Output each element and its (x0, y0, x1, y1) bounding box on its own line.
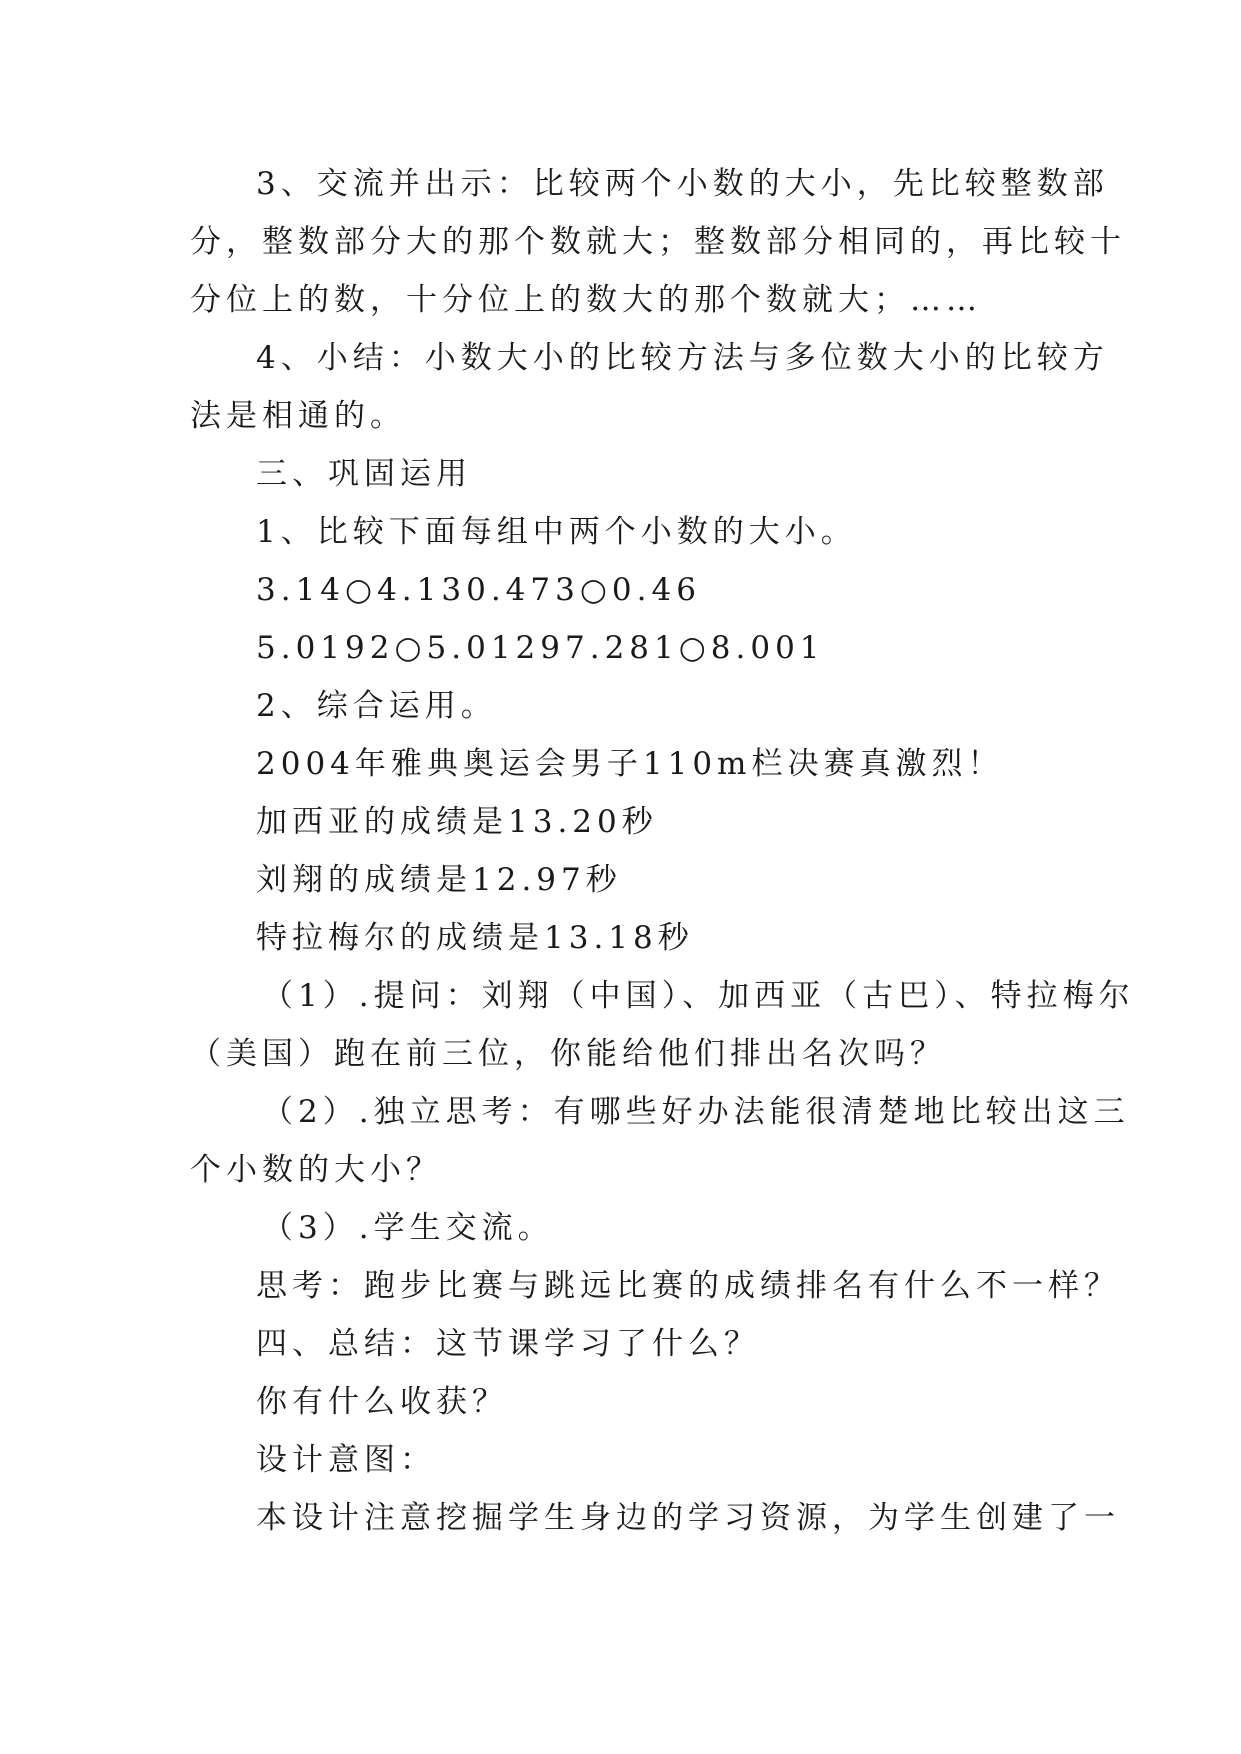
paragraph-line: 本设计注意挖掘学生身边的学习资源，为学生创建了一 (256, 1500, 1120, 1536)
paragraph-line: 分，整数部分大的那个数就大；整数部分相同的，再比较十 (190, 224, 1126, 260)
paragraph-line: 4、小结：小数大小的比较方法与多位数大小的比较方 (256, 340, 1109, 376)
section-heading: 三、巩固运用 (256, 456, 472, 492)
paragraph-line: 3、交流并出示：比较两个小数的大小，先比较整数部 (256, 166, 1109, 202)
paragraph-line: （1）.提问：刘翔（中国）、加西亚（古巴）、特拉梅尔 (262, 978, 1135, 1014)
paragraph-line: 刘翔的成绩是12.97秒 (256, 862, 622, 898)
paragraph-line: 思考：跑步比赛与跳远比赛的成绩排名有什么不一样？ (256, 1268, 1120, 1304)
section-heading: 四、总结：这节课学习了什么？ (256, 1326, 760, 1362)
paragraph-line: （美国）跑在前三位，你能给他们排出名次吗？ (190, 1036, 946, 1072)
paragraph-line: 5.0192○5.01297.281○8.001 (256, 630, 825, 666)
paragraph-line: （3）.学生交流。 (262, 1210, 554, 1246)
paragraph-line: 特拉梅尔的成绩是13.18秒 (256, 920, 694, 956)
paragraph-line: 3.14○4.130.473○0.46 (256, 572, 701, 608)
paragraph-line: 个小数的大小？ (190, 1152, 442, 1188)
paragraph-line: 2、综合运用。 (256, 688, 497, 724)
paragraph-line: 你有什么收获？ (256, 1384, 508, 1420)
paragraph-line: （2）.独立思考：有哪些好办法能很清楚地比较出这三 (262, 1094, 1130, 1130)
paragraph-line: 1、比较下面每组中两个小数的大小。 (256, 514, 857, 550)
paragraph-line: 加西亚的成绩是13.20秒 (256, 804, 658, 840)
paragraph-line: 2004年雅典奥运会男子110m栏决赛真激烈！ (256, 746, 1004, 782)
paragraph-line: 设计意图： (256, 1442, 436, 1478)
paragraph-line: 分位上的数，十分位上的数大的那个数就大；…… (190, 282, 982, 318)
paragraph-line: 法是相通的。 (190, 398, 406, 434)
